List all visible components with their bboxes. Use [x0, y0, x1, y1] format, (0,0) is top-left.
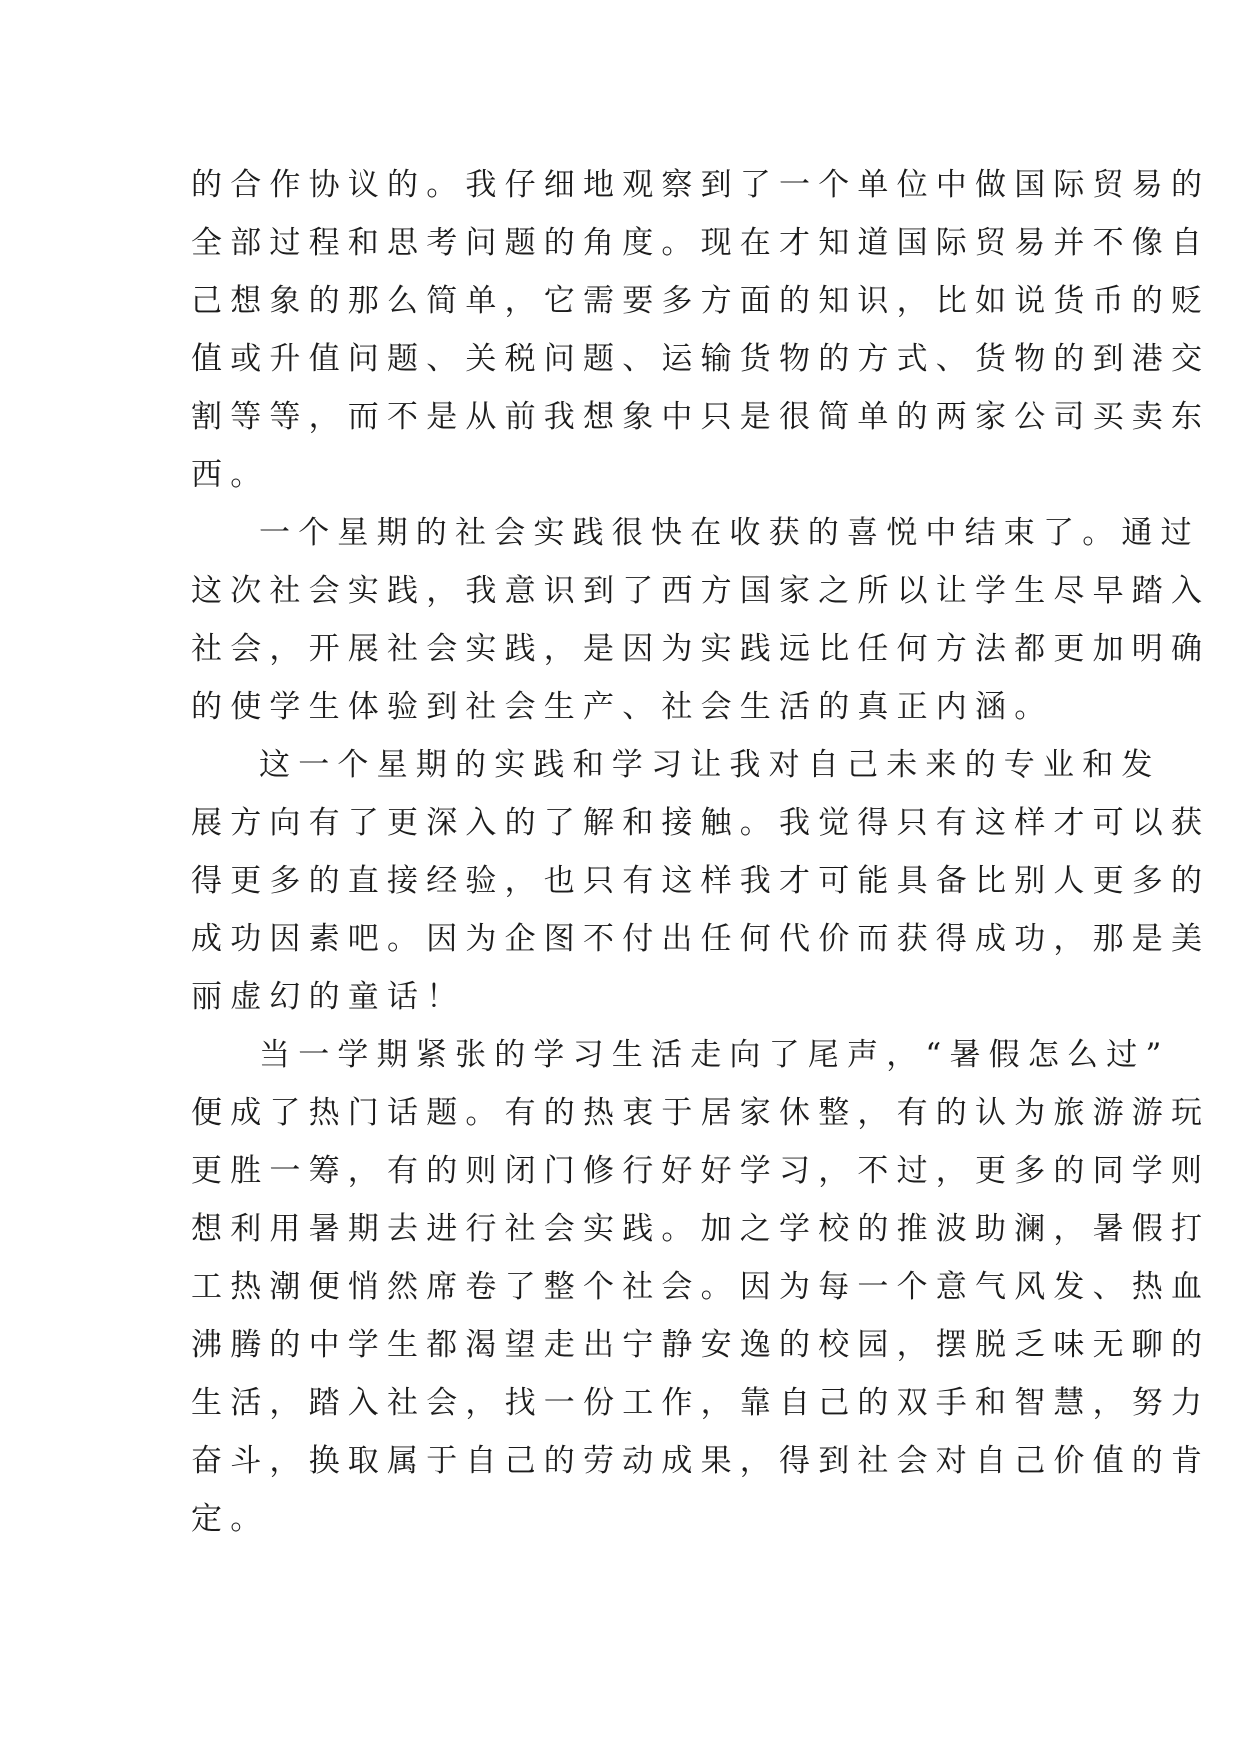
paragraph-2 — [191, 504, 1211, 736]
text-line: 一个星期的社会实践很快在收获的喜悦中结束了。通过 — [259, 515, 1200, 551]
text-line: 沸腾的中学生都渴望走出宁静安逸的校园，摆脱乏味无聊的 — [191, 1327, 1211, 1363]
paragraph-4 — [191, 1026, 1211, 1548]
text-line: 割等等，而不是从前我想象中只是很简单的两家公司买卖东 — [191, 399, 1211, 435]
text-line: 奋斗，换取属于自己的劳动成果，得到社会对自己价值的肯 — [191, 1443, 1211, 1479]
text-line: 成功因素吧。因为企图不付出任何代价而获得成功，那是美 — [191, 921, 1211, 957]
text-line: 全部过程和思考问题的角度。现在才知道国际贸易并不像自 — [191, 225, 1211, 261]
text-line: 得更多的直接经验，也只有这样我才可能具备比别人更多的 — [191, 863, 1211, 899]
text-line: 的合作协议的。我仔细地观察到了一个单位中做国际贸易的 — [191, 167, 1211, 203]
body-text — [191, 156, 1211, 1548]
text-line: 想利用暑期去进行社会实践。加之学校的推波助澜，暑假打 — [191, 1211, 1211, 1247]
text-line: 更胜一筹，有的则闭门修行好好学习，不过，更多的同学则 — [191, 1153, 1211, 1189]
text-line: 当一学期紧张的学习生活走向了尾声，“暑假怎么过” — [259, 1037, 1170, 1073]
text-line: 己想象的那么简单，它需要多方面的知识，比如说货币的贬 — [191, 283, 1211, 319]
paragraph-3 — [191, 736, 1211, 1026]
text-line: 便成了热门话题。有的热衷于居家休整，有的认为旅游游玩 — [191, 1095, 1211, 1131]
paragraph-1 — [191, 156, 1211, 504]
text-line: 展方向有了更深入的了解和接触。我觉得只有这样才可以获 — [191, 805, 1211, 841]
text-line: 定。 — [191, 1501, 270, 1537]
text-line: 西。 — [191, 457, 270, 493]
text-line: 这次社会实践，我意识到了西方国家之所以让学生尽早踏入 — [191, 573, 1211, 609]
text-line: 的使学生体验到社会生产、社会生活的真正内涵。 — [191, 689, 1054, 725]
text-line: 值或升值问题、关税问题、运输货物的方式、货物的到港交 — [191, 341, 1211, 377]
text-line: 这一个星期的实践和学习让我对自己未来的专业和发 — [259, 747, 1161, 783]
text-line: 生活，踏入社会，找一份工作，靠自己的双手和智慧，努力 — [191, 1385, 1211, 1421]
text-line: 社会，开展社会实践，是因为实践远比任何方法都更加明确 — [191, 631, 1211, 667]
text-line: 丽虚幻的童话！ — [191, 979, 466, 1015]
text-line: 工热潮便悄然席卷了整个社会。因为每一个意气风发、热血 — [191, 1269, 1211, 1305]
